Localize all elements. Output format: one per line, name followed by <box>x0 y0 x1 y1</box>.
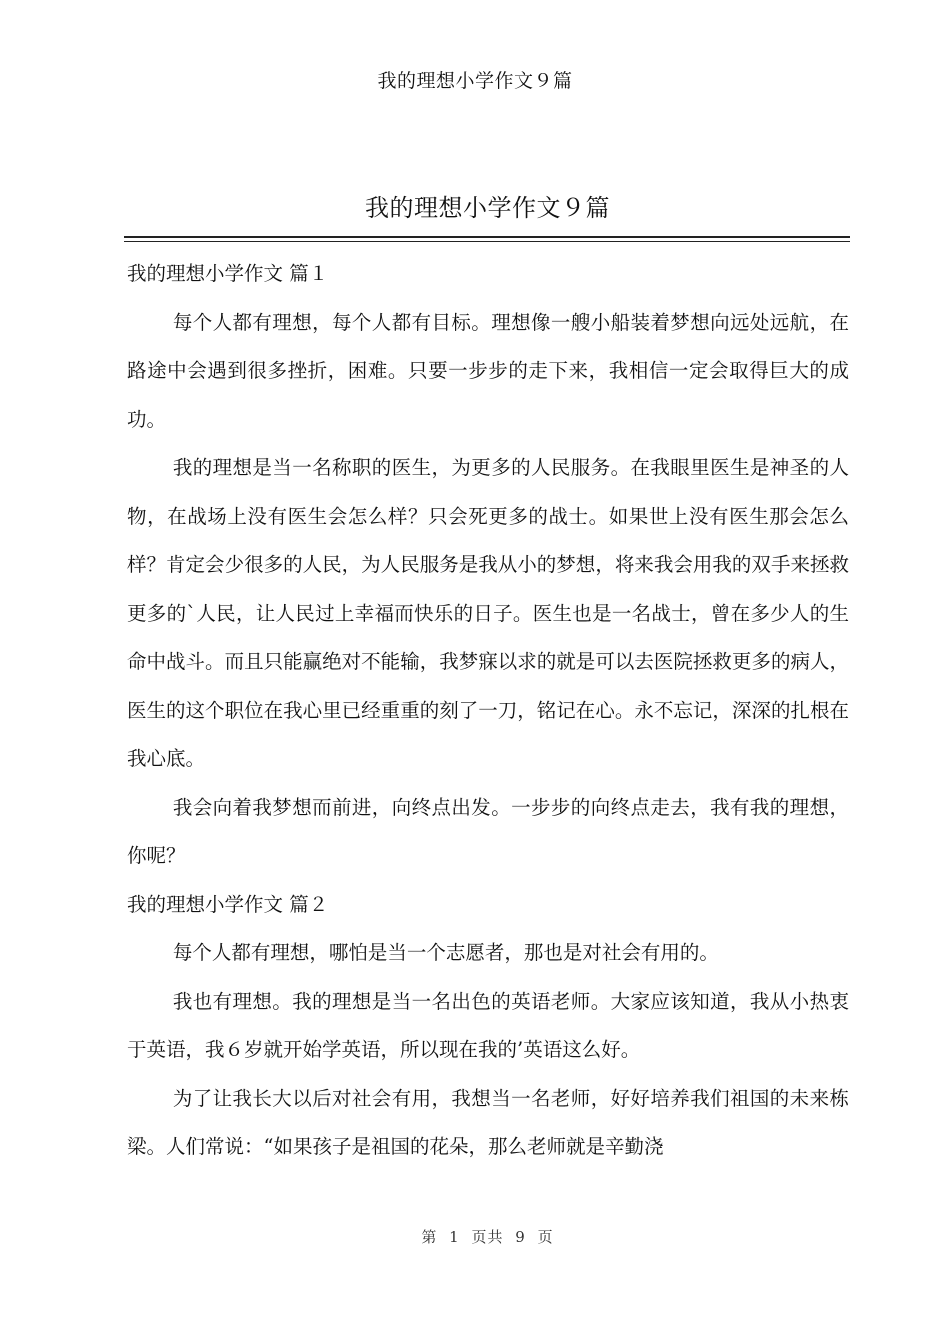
running-header: 我的理想小学作文９篇 <box>377 70 573 92</box>
paragraph: 每个人都有理想，哪怕是当一个志愿者，那也是对社会有用的。 <box>172 941 719 964</box>
document-body <box>127 250 849 1172</box>
paragraph: 我会向着我梦想而前进，向终点出发。一步步的向终点走去，我有我的理想，你呢？ <box>127 795 849 867</box>
paragraph: 为了让我长大以后对社会有用，我想当一名老师，好好培养我们祖国的未来栋梁。人们常说：“如果孩子是祖国的花朵，那么老师就是辛勤浇 <box>127 1086 849 1158</box>
section-heading-2: 我的理想小学作文 篇２ <box>127 892 329 916</box>
document-title: 我的理想小学作文９篇 <box>365 194 610 222</box>
title-divider <box>124 236 850 242</box>
paragraph: 每个人都有理想，每个人都有目标。理想像一艘小船装着梦想向远处远航，在路途中会遇到很多挫折，困难。只要一步步的走下来，我相信一定会取得巨大的成功。 <box>127 310 849 431</box>
paragraph: 我也有理想。我的理想是当一名出色的英语老师。大家应该知道，我从小热衷于英语，我６岁就开始学英语，所以现在我的’英语这么好。 <box>127 989 849 1061</box>
paragraph: 我的理想是当一名称职的医生，为更多的人民服务。在我眼里医生是神圣的人物，在战场上没有医生会怎么样？只会死更多的战士。如果世上没有医生那会怎么样？肯定会少很多的人民，为人民服务是我从小的梦想，将来我会用我的双手来拯救更多的`人民，让人民过上幸福而快乐的日子。医生也是一名战士，曾在多少人的生命中战斗。而且只能赢绝对不能输，我梦寐以求的就是可以去医院拯救更多的病人，医生的这个职位在我心里已经重重的刻了一刀，铭记在心。永不忘记，深深的扎根在我心底。 <box>127 456 849 770</box>
section-heading-1: 我的理想小学作文 篇１ <box>127 262 329 285</box>
page-number-footer: 第 1 页共 9 页 <box>421 1228 554 1246</box>
